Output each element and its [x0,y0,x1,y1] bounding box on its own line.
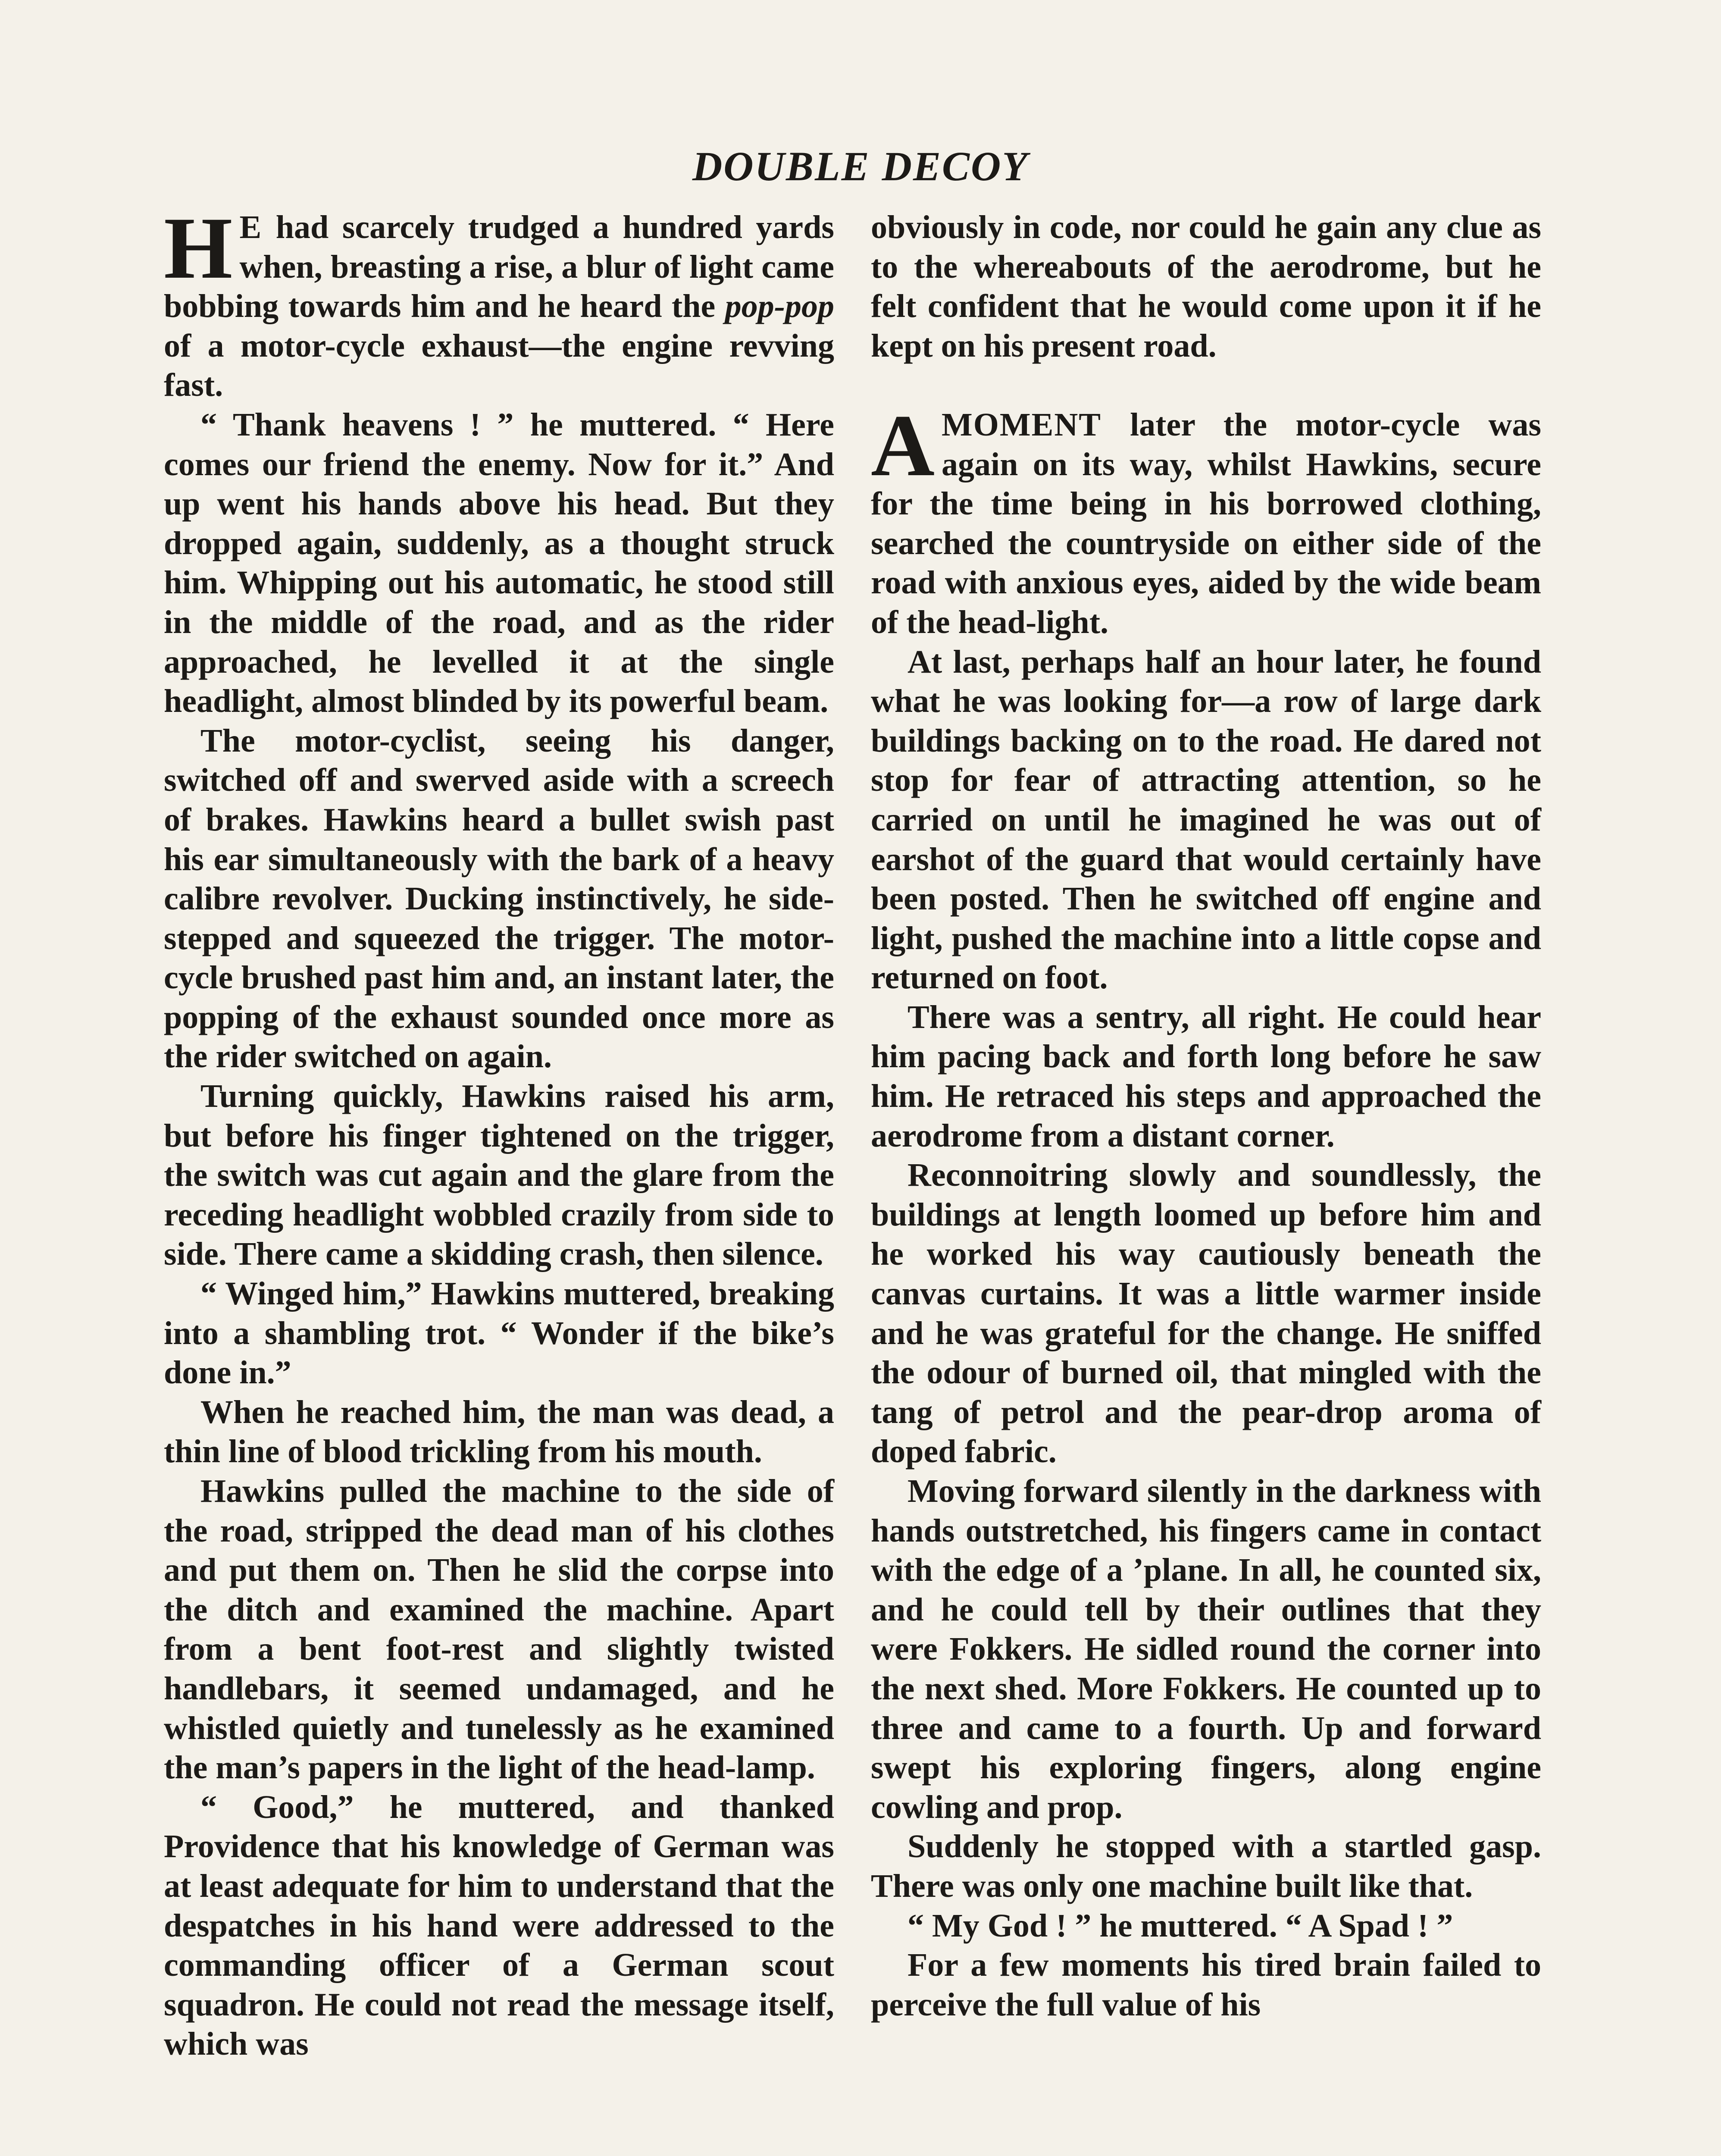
paragraph-text: had scarcely trudged a hundred yards when, breasting a rise, a blur of light came bobbing towards him and he heard the [164,209,834,325]
paragraph: Moving forward silently in the darkness with hands outstretched, his fingers came in contact with the edge of a ’plane. In all, he counted six, and he could tell by their outlines that they were Fokkers. He sidled round the corner into the next shed. More Fokkers. He counted up to three and came to a fourth. Up and forward swept his exploring fingers, along engine cowling and prop. [871,1473,1541,1825]
paragraph: There was a sentry, all right. He could hear him pacing back and forth long before he saw him. He retraced his steps and approached the aerodrome from a distant corner. [871,999,1541,1154]
drop-cap: A [871,396,935,495]
paragraph: “ Good,” he muttered, and thanked Providence that his knowledge of German was at least adequate for him to understand that the despatches in his hand were addressed to the commanding officer of a German scout squadron. He could not read the message itself, which was [164,1789,834,2062]
page-title: DOUBLE DECOY [692,143,1029,189]
paragraph-text: of a motor-cycle exhaust—the engine revving fast. [164,327,834,404]
small-caps-lead: MOMENT [942,406,1101,443]
opening-paragraph [164,199,834,405]
left-column [164,199,834,2064]
paragraph-text: later the motor-cycle was again on its way, whilst Hawkins, secure for the time being in his borrowed clothing, searched the countryside on either side of the road with anxious eyes, aided by the wide beam of the head-light. [871,406,1541,640]
paragraph: “ My God ! ” he muttered. “ A Spad ! ” [907,1907,1453,1944]
section-opening-paragraph [871,396,1541,642]
right-column [871,208,1541,2024]
italic-text: pop-pop [725,288,834,325]
paragraph: For a few moments his tired brain failed to perceive the full value of his [871,1947,1541,2023]
small-caps-lead: E [239,209,263,245]
paragraph: Suddenly he stopped with a startled gasp. There was only one machine built like that. [871,1828,1541,1904]
paragraph: At last, perhaps half an hour later, he found what he was looking for—a row of large dark buildings backing on to the road. He dared not stop for fear of attracting attention, so he carried on until he imagined he was out of earshot of the guard that would certainly have been posted. Then he switched off engine and light, pushed the machine into a little copse and returned on foot. [871,643,1541,996]
paragraph: Hawkins pulled the machine to the side of the road, stripped the dead man of his clothes and put them on. Then he slid the corpse into the ditch and examined the machine. Apart from a bent foot-rest and slightly twisted handlebars, it seemed undamaged, and he whistled quietly and tunelessly as he examined the man’s papers in the light of the head-lamp. [164,1473,834,1786]
continued-paragraph: obviously in code, nor could he gain any clue as to the whereabouts of the aerodrome, but he felt confident that he would come upon it if he kept on his present road. [871,209,1541,364]
paragraph: Turning quickly, Hawkins raised his arm, but before his finger tightened on the trigger, the switch was cut again and the glare from the receding headlight wobbled crazily from side to side. There came a skidding crash, then silence. [164,1078,834,1272]
paragraph: The motor-cyclist, seeing his danger, switched off and swerved aside with a screech of brakes. Hawkins heard a bullet swish past his ear simultaneously with the bark of a heavy calibre revolver. Ducking instinctively, he side-stepped and squeezed the trigger. The motor-cycle brushed past him and, an instant later, the popping of the exhaust sounded once more as the rider switched on again. [164,722,834,1075]
paragraph: When he reached him, the man was dead, a thin line of blood trickling from his mouth. [164,1394,834,1470]
paragraph: “ Thank heavens ! ” he muttered. “ Here comes our friend the enemy. Now for it.” And up went his hands above his head. But they dropped again, suddenly, as a thought struck him. Whipping out his automatic, he stood still in the middle of the road, and as the rider approached, he levelled it at the single headlight, almost blinded by its powerful beam. [164,406,834,720]
paragraph: “ Winged him,” Hawkins muttered, breaking into a shambling trot. “ Wonder if the bike’s done in.” [164,1275,834,1391]
drop-cap: H [164,199,233,297]
paragraph: Reconnoitring slowly and soundlessly, the buildings at length loomed up before him and he worked his way cautiously beneath the canvas curtains. It was a little warmer inside and he was grateful for the change. He sniffed the odour of burned oil, that mingled with the tang of petrol and the pear-drop aroma of doped fabric. [871,1157,1541,1470]
